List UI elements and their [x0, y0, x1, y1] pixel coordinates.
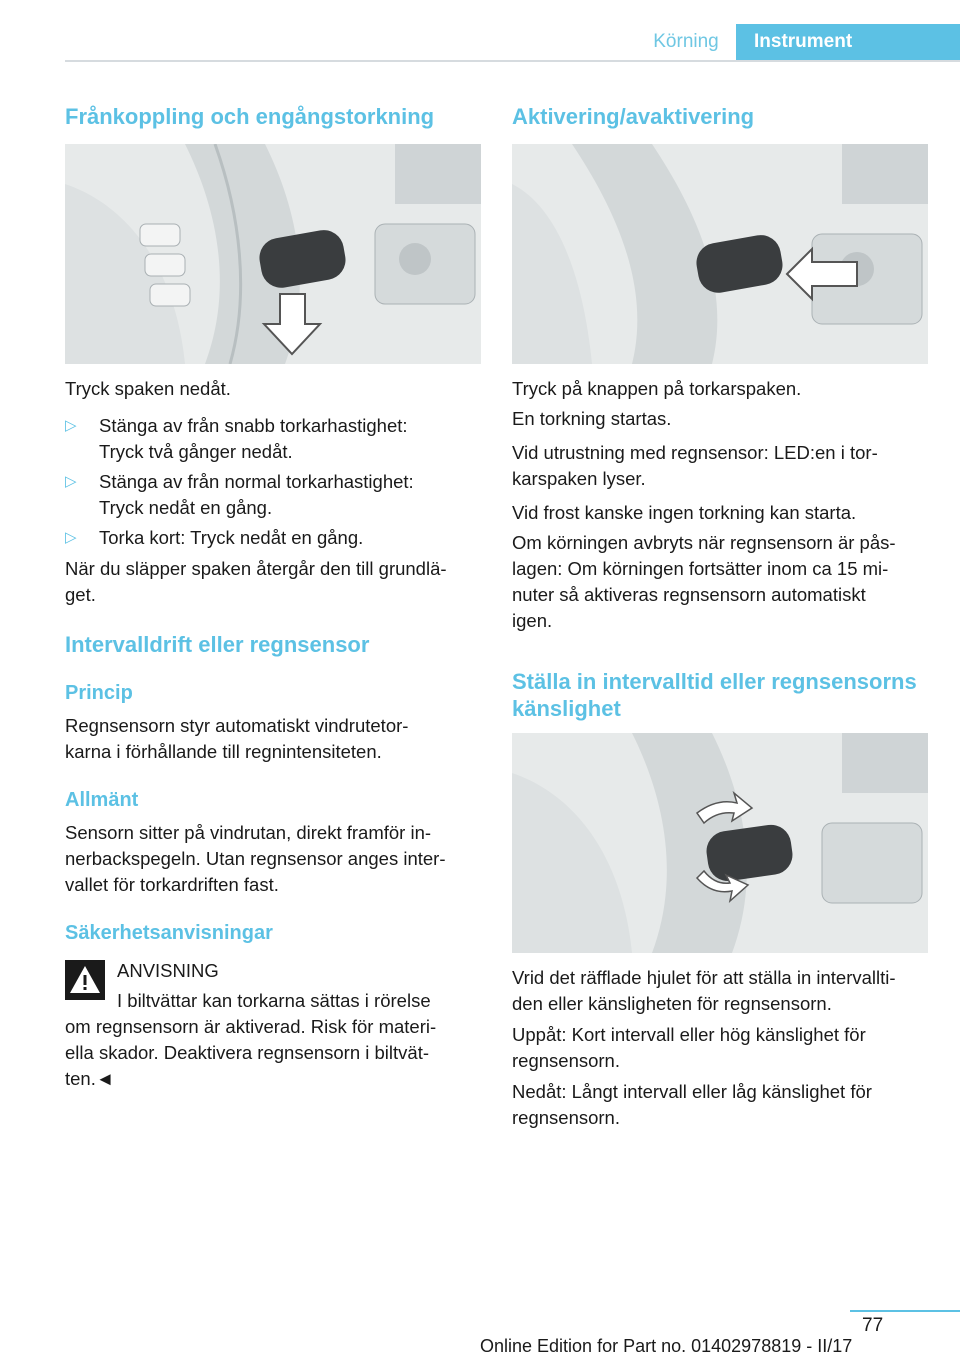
text-tryck-spaken: Tryck spaken nedåt.	[65, 378, 231, 399]
footer-rule	[850, 1310, 960, 1312]
warning-text: om regnsensorn är aktiverad. Risk för materi- ella skador. Deaktivera regnsensorn i biltvät- ten.◄	[65, 1016, 437, 1089]
text-tryck-knappen: Tryck på knappen på torkarspaken.	[512, 378, 802, 399]
page-number: 77	[862, 1315, 884, 1336]
heading-frankoppling: Frånkoppling och engångstorkning	[65, 104, 435, 129]
heading-aktivering: Aktivering/avaktivering	[512, 104, 755, 129]
list-item	[65, 525, 483, 551]
text-princip: Regnsensorn styr automatiskt vindrutetor- karna i förhållande till regnintensiteten.	[65, 715, 409, 762]
text-torkning-startas: En torkning startas.	[512, 408, 672, 429]
text-uppat: Uppåt: Kort intervall eller hög känslighet för regnsensorn.	[512, 1024, 866, 1071]
text-vrid-hjulet: Vrid det räfflade hjulet för att ställa in intervallti- den eller känsligheten för regnsensorn.	[512, 967, 896, 1014]
bullet-text: Tryck två gånger nedåt.	[99, 441, 293, 462]
text-allmant: Sensorn sitter på vindrutan, direkt framför in- nerbackspegeln. Utan regnsensor anges inter- vallet för torkardriften fast.	[65, 822, 446, 895]
subheading-allmant: Allmänt	[65, 789, 139, 811]
triangle-bullet-icon: ▷	[65, 473, 77, 490]
section-tab-korning[interactable]: Körning	[653, 31, 719, 52]
section-tab-instrument[interactable]: Instrument	[736, 24, 960, 60]
subheading-princip: Princip	[65, 682, 133, 704]
warning-title: ANVISNING	[117, 960, 219, 981]
illustration-wiper-button-press	[512, 144, 928, 364]
bullet-text: Torka kort: Tryck nedåt en gång.	[99, 527, 364, 548]
bullet-text: Tryck nedåt en gång.	[99, 497, 273, 518]
heading-intervalldrift: Intervalldrift eller regnsensor	[65, 632, 370, 657]
bullet-text: Stänga av från normal torkarhastighet:	[99, 471, 414, 492]
bullet-text: Stänga av från snabb torkarhastighet:	[99, 415, 408, 436]
illustration-wiper-stalk-down	[65, 144, 481, 364]
list-item	[65, 413, 483, 465]
text-slapper-spaken: När du släpper spaken återgår den till grundlä- get.	[65, 558, 447, 605]
list-item	[65, 469, 483, 521]
warning-text: I biltvättar kan torkarna sättas i rörelse	[117, 990, 431, 1011]
illustration-wiper-wheel	[512, 733, 928, 953]
triangle-bullet-icon: ▷	[65, 529, 77, 546]
text-korningen-avbryts: Om körningen avbryts när regnsensorn är pås- lagen: Om körningen fortsätter inom ca 15 mi- nuter så aktiveras regnsensorn automatiskt igen.	[512, 532, 896, 631]
warning-icon	[65, 960, 105, 1000]
text-nedat: Nedåt: Långt intervall eller låg känslighet för regnsensorn.	[512, 1081, 872, 1128]
text-frost: Vid frost kanske ingen torkning kan starta.	[512, 502, 857, 523]
subheading-sakerhet: Säkerhetsanvisningar	[65, 922, 273, 944]
header-rule	[65, 60, 960, 62]
triangle-bullet-icon: ▷	[65, 417, 77, 434]
text-regnsensor-led: Vid utrustning med regnsensor: LED:en i tor- karspaken lyser.	[512, 442, 878, 489]
footer-edition: Online Edition for Part no. 01402978819 - II/17	[480, 1336, 853, 1356]
heading-stalla-in: Ställa in intervalltid eller regnsensorns känslighet	[512, 669, 917, 721]
